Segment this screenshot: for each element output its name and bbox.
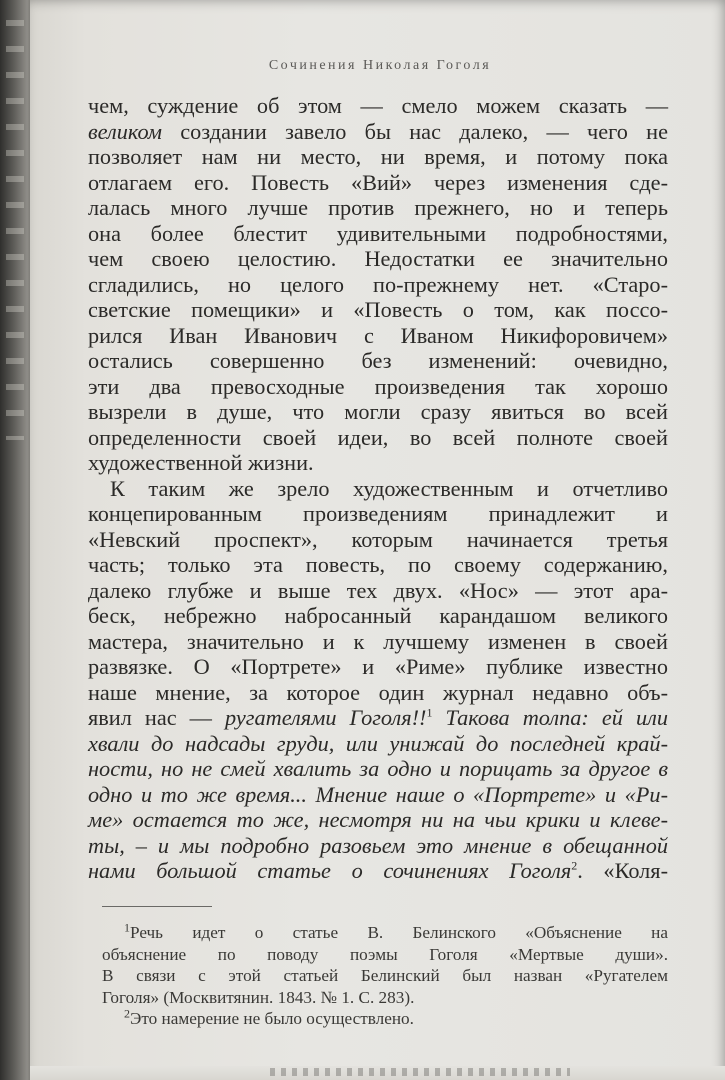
footnote-line: Гоголя» (Москвитянин. 1843. № 1. С. 283).: [102, 987, 415, 1007]
text-line: художественной жизни.: [88, 450, 314, 475]
footnote-line: объяснение по поводу поэмы Гоголя «Мертвые души».: [102, 944, 668, 964]
text-line: ме» остается то же, несмотря ни на чьи крики и клеве-: [88, 807, 668, 832]
text-span: явил нас —: [88, 705, 225, 730]
text-line: рился Иван Иванович с Иваном Никифоровичем»: [88, 322, 668, 348]
text-line: эти два превосходные произведения так хорошо: [88, 373, 668, 399]
running-head: Сочинения Николая Гоголя: [268, 58, 492, 73]
text-line: вызрели в душе, что могли сразу явиться во всей: [88, 399, 668, 424]
italic-span: ругателями Гоголя!!: [225, 705, 427, 730]
main-text: [88, 93, 668, 884]
text-line: одно и то же время... Мнение наше о «Портрете» и «Ри-: [88, 781, 668, 807]
footnote-separator: [102, 906, 212, 907]
next-line-cutoff: [30, 1066, 725, 1080]
text-line: далеко глубже и выше тех двух. «Нос» — этот ара-: [88, 577, 668, 603]
text-line: [88, 705, 668, 731]
text-line: светские помещики» и «Повесть о том, как поссо-: [88, 297, 668, 322]
text-line: чем своею целостию. Недостатки ее значительно: [88, 246, 668, 271]
text-line: часть; только эта повесть, по своему содержанию,: [88, 552, 668, 577]
text-line: развязке. О «Портрете» и «Риме» публике известно: [88, 654, 668, 679]
italic-span: нами большой статье о сочинениях Гоголя: [88, 858, 572, 883]
text-line: она более блестит удивительными подробностями,: [88, 220, 668, 246]
footnote-1: [102, 922, 668, 1008]
text-line: [88, 858, 668, 884]
text-line: хвали до надсады груди, или унижай до последней край-: [88, 730, 668, 756]
text-line: наше мнение, за которое один журнал недавно объ-: [88, 679, 668, 705]
text-line: [88, 119, 668, 145]
text-line: ты, – и мы подробно разовьем это мнение в обещанной: [88, 832, 668, 858]
footnote-text: Это намерение не было осуществлено.: [130, 1009, 414, 1028]
text-line: лалась много лучше против прежнего, но и теперь: [88, 195, 668, 220]
italic-span: Такова толпа: ей или: [432, 705, 668, 730]
text-line: отлагаем его. Повесть «Вий» через изменения сде-: [88, 169, 668, 195]
footnote-line: В связи с этой статьей Белинский был назван «Ругателем: [102, 966, 668, 985]
footnote-number: 1: [124, 920, 130, 935]
cut-text-fragment: [270, 1068, 570, 1076]
text-span: создании завело бы нас далеко, — чего не: [162, 118, 668, 144]
text-line: сгладились, но целого по-прежнему нет. «Старо-: [88, 271, 668, 297]
footnote-ref-1[interactable]: 1: [426, 705, 433, 720]
footnote-text: Речь идет о статье В. Белинского «Объяснение на: [130, 923, 668, 942]
text-line: позволяет нам ни место, ни время, и потому пока: [88, 144, 668, 169]
footnote-2: [102, 1008, 668, 1030]
footnote-ref-2[interactable]: 2: [571, 858, 578, 873]
previous-page-edge: [0, 0, 34, 1080]
text-span: . «Коля-: [577, 858, 668, 883]
italic-word: великом: [88, 118, 162, 144]
text-line: беск, небрежно набросанный карандашом великого: [88, 603, 668, 628]
footnote-line: [102, 922, 668, 944]
footnote-number: 2: [124, 1006, 130, 1021]
text-line: концепированным произведениям принадлежит и: [88, 501, 668, 526]
text-line: чем, суждение об этом — смело можем сказать —: [88, 93, 668, 118]
text-line: определенности своей идеи, во всей полноте своей: [88, 424, 668, 450]
text-line: ности, но не смей хвалить за одно и порицать за другое в: [88, 756, 668, 781]
text-line: мастера, значительно и к лучшему изменен в своей: [88, 628, 668, 654]
text-line: «Невский проспект», которым начинается третья: [88, 526, 668, 552]
book-page: [30, 0, 725, 1080]
footnotes: [102, 922, 668, 1030]
text-line: К таким же зрело художественным и отчетливо: [110, 475, 668, 501]
footnote-line: [102, 1008, 668, 1030]
text-line: остались совершенно без изменений: очевидно,: [88, 348, 668, 373]
